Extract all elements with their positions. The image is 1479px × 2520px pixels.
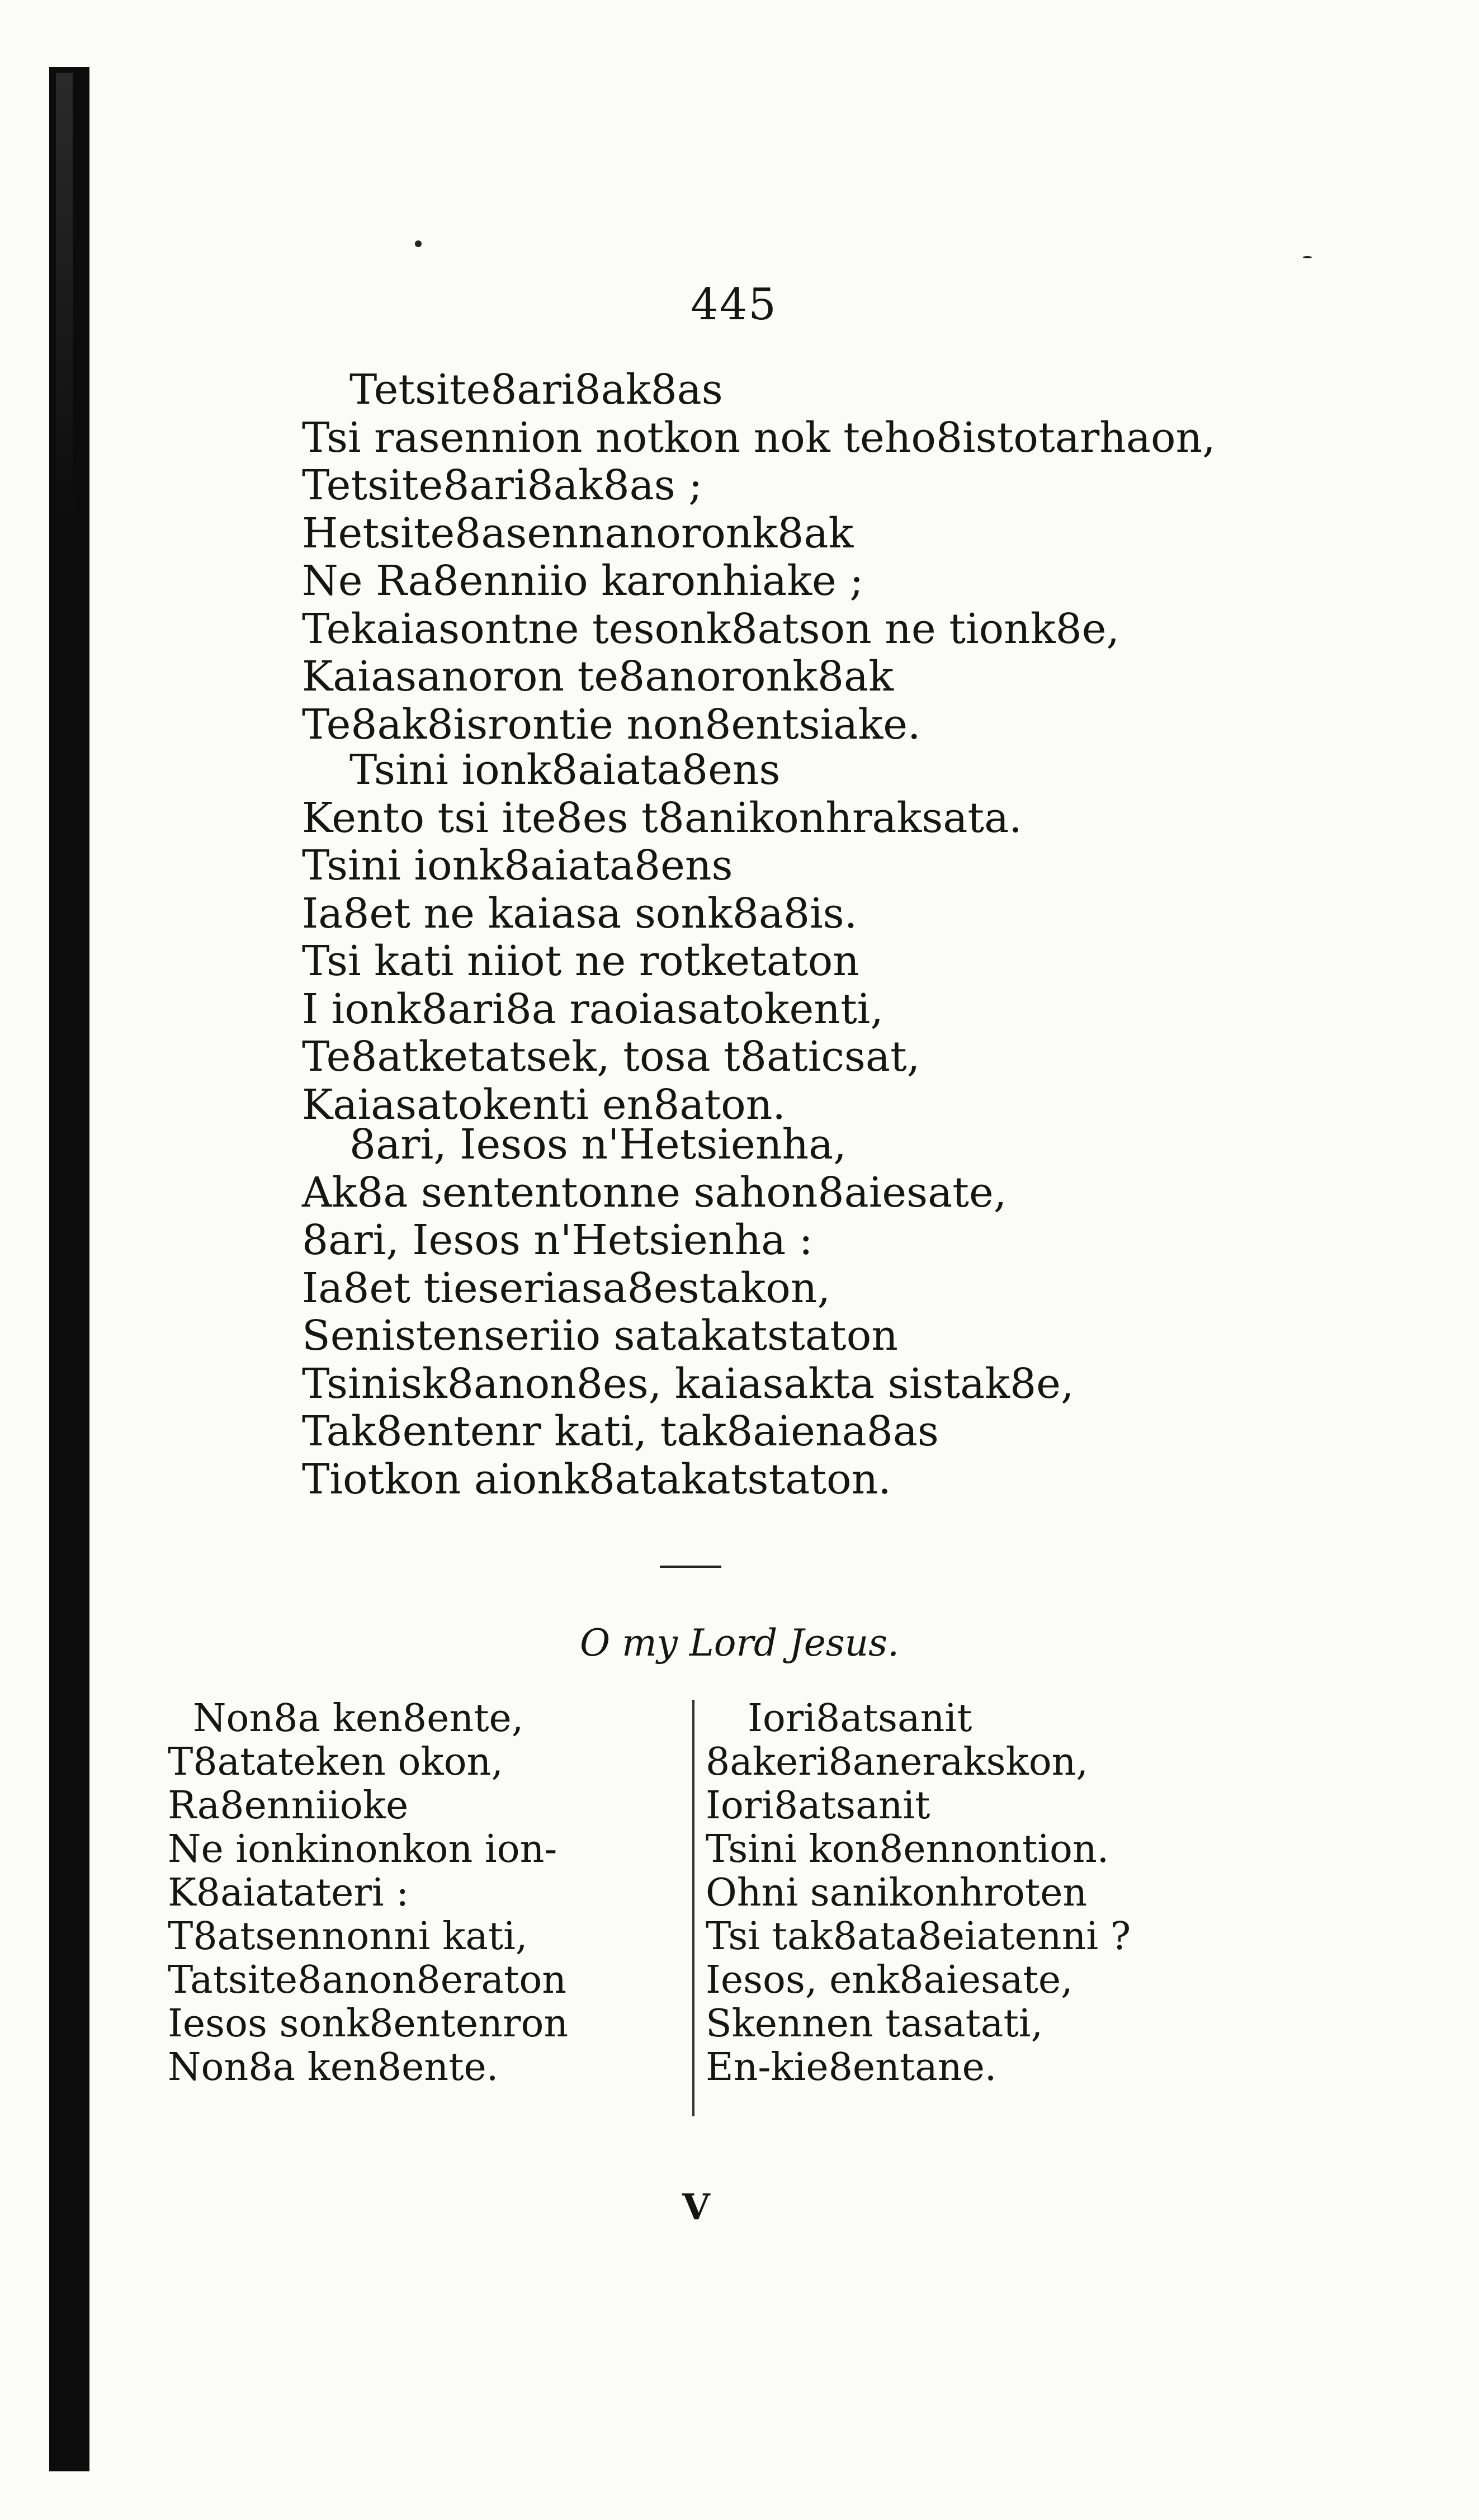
book-spine-edge xyxy=(56,73,73,531)
verse-line: 8akeri8anerakskon, xyxy=(706,1740,1089,1784)
verse-line: Tsi kati niiot ne rotketaton xyxy=(302,937,859,985)
verse-line: Tsini ionk8aiata8ens xyxy=(302,841,733,890)
verse-line: 8ari, Iesos n'Hetsienha : xyxy=(302,1216,813,1264)
ink-speck xyxy=(415,240,422,247)
verse-line: Ia8et tieseriasa8estakon, xyxy=(302,1264,830,1312)
verse-line: Senistenseriio satakatstaton xyxy=(302,1312,898,1360)
stanza-2 xyxy=(302,746,1022,1129)
hymn-title: O my Lord Jesus. xyxy=(579,1621,900,1665)
verse-line: Tetsite8ari8ak8as ; xyxy=(302,461,703,509)
verse-line: Te8atketatsek, tosa t8aticsat, xyxy=(302,1033,920,1081)
verse-line: Tsi tak8ata8eiatenni ? xyxy=(706,1914,1131,1959)
right-column-verse xyxy=(706,1697,1131,2089)
verse-line: K8aiatateri : xyxy=(168,1871,409,1915)
verse-line: Iori8atsanit xyxy=(748,1696,972,1741)
verse-line: Tsini ionk8aiata8ens xyxy=(349,746,781,794)
verse-line: Non8a ken8ente, xyxy=(193,1696,524,1741)
verse-line: Tsinisk8anon8es, kaiasakta sistak8e, xyxy=(302,1359,1074,1408)
column-divider xyxy=(692,1700,694,2116)
signature-mark: V xyxy=(682,2186,710,2228)
verse-line: Non8a ken8ente. xyxy=(168,2045,499,2089)
verse-line: Hetsite8asennanoronk8ak xyxy=(302,509,854,557)
verse-line: Tekaiasontne tesonk8atson ne tionk8e, xyxy=(302,604,1120,653)
verse-line: T8atsennonni kati, xyxy=(168,1914,528,1959)
verse-line: Tiotkon aionk8atakatstaton. xyxy=(302,1455,891,1504)
verse-line: I ionk8ari8a raoiasatokenti, xyxy=(302,985,883,1033)
verse-line: Ra8enniioke xyxy=(168,1784,409,1828)
verse-line: Iesos sonk8entenron xyxy=(168,2002,569,2046)
verse-line: 8ari, Iesos n'Hetsienha, xyxy=(349,1120,847,1169)
verse-line: Iesos, enk8aiesate, xyxy=(706,1958,1073,2002)
verse-line: Ne ionkinonkon ion- xyxy=(168,1827,557,1871)
verse-line: Ia8et ne kaiasa sonk8a8is. xyxy=(302,889,858,938)
verse-line: Ak8a sententonne sahon8aiesate, xyxy=(302,1168,1007,1217)
verse-line: Tsi rasennion notkon nok teho8istotarhaon, xyxy=(302,413,1216,462)
verse-line: T8atateken okon, xyxy=(168,1740,503,1784)
ink-speck xyxy=(1303,256,1312,258)
verse-line: Kento tsi ite8es t8anikonhraksata. xyxy=(302,793,1022,842)
page-number: 445 xyxy=(691,280,777,330)
stanza-3 xyxy=(302,1121,1074,1504)
left-column-verse xyxy=(168,1697,568,2089)
verse-line: Skennen tasatati, xyxy=(706,2002,1043,2046)
verse-line: Tsini kon8ennontion. xyxy=(706,1827,1109,1871)
verse-line: Ne Ra8enniio karonhiake ; xyxy=(302,557,864,605)
section-rule xyxy=(660,1566,721,1568)
verse-line: Te8ak8isrontie non8entsiake. xyxy=(302,700,921,749)
verse-line: Tak8entenr kati, tak8aiena8as xyxy=(302,1407,939,1455)
verse-line: Kaiasanoron te8anoronk8ak xyxy=(302,653,894,701)
verse-line: Tetsite8ari8ak8as xyxy=(349,366,723,414)
verse-line: Ohni sanikonhroten xyxy=(706,1871,1088,1915)
stanza-1 xyxy=(302,366,1216,749)
verse-line: Kaiasatokenti en8aton. xyxy=(302,1080,786,1129)
verse-line: Iori8atsanit xyxy=(706,1784,930,1828)
verse-line: En-kie8entane. xyxy=(706,2045,997,2089)
verse-line: Tatsite8anon8eraton xyxy=(168,1958,567,2002)
